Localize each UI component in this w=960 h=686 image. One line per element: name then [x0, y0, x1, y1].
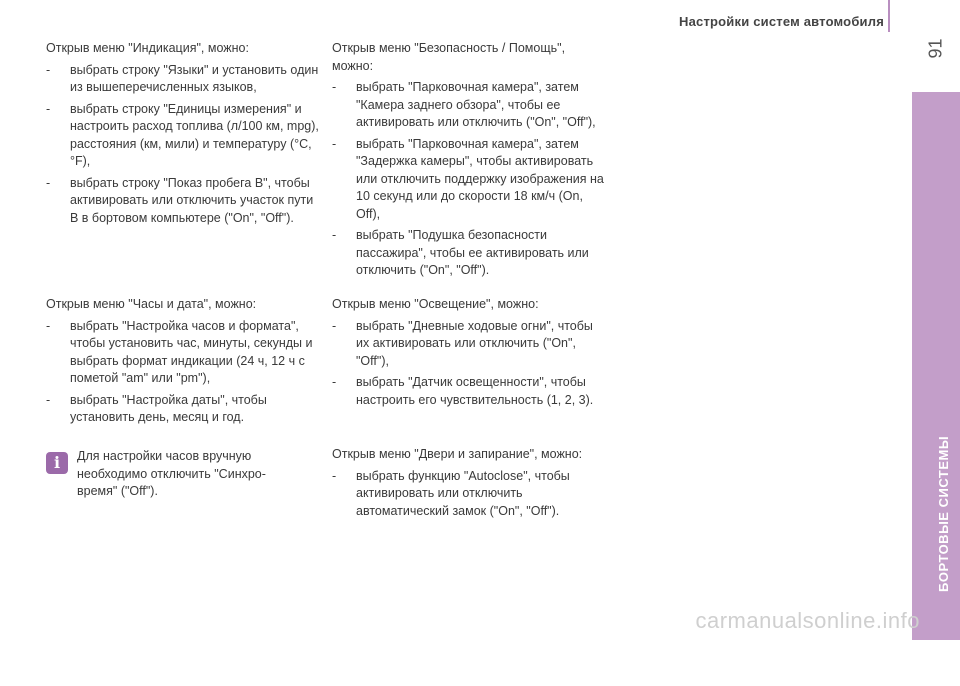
- list-item: - выбрать строку "Языки" и установить один из вышеперечисленных языков,: [46, 62, 319, 94]
- block-intro: Открыв меню "Освещение", можно:: [332, 297, 539, 311]
- list-item: - выбрать "Датчик освещенности", чтобы настроить его чувствительность (1, 2, 3).: [332, 375, 594, 407]
- right-block-doors-menu: [332, 446, 607, 524]
- chapter-number: 4: [927, 652, 945, 685]
- info-note-text: Для настройки часов вручную необходимо отключить "Синхро-время" ("Off").: [77, 449, 266, 498]
- chapter-side-tab: [912, 92, 960, 685]
- list-item: - выбрать "Дневные ходовые огни", чтобы их активировать или отключить ("On", "Off"),: [332, 318, 593, 368]
- info-note: [46, 448, 296, 501]
- header-divider: [888, 0, 890, 32]
- left-block-clock-menu: [46, 296, 321, 431]
- right-block-safety-menu: [332, 40, 607, 284]
- list-item: - выбрать "Настройка даты", чтобы установить день, месяц и год.: [46, 392, 267, 424]
- block-intro: Открыв меню "Индикация", можно:: [46, 41, 249, 55]
- page-number: 91: [925, 38, 946, 59]
- block-intro: Открыв меню "Часы и дата", можно:: [46, 297, 257, 311]
- block-intro: Открыв меню "Двери и запирание", можно:: [332, 447, 583, 461]
- list-item: - выбрать строку "Единицы измерения" и настроить расход топлива (л/100 км, mpg), расстояния (км, мили) и температуру (°C, °F),: [46, 101, 319, 168]
- page-header-title: Настройки систем автомобиля: [679, 14, 884, 29]
- list-item: - выбрать "Настройка часов и формата", чтобы установить час, минуты, секунды и выбрать формат индикации (24 ч, 12 ч с пометой "am" или "pm"),: [46, 318, 313, 385]
- list-item: - выбрать функцию "Autoclose", чтобы активировать или отключить автоматический замок ("On", "Off").: [332, 468, 570, 518]
- block-intro: Открыв меню "Безопасность / Помощь", можно:: [332, 41, 566, 73]
- list-item: - выбрать строку "Показ пробега B", чтобы активировать или отключить участок пути B в бортовом компьютере ("On", "Off").: [46, 175, 314, 225]
- left-block-display-menu: [46, 40, 321, 231]
- info-icon: i: [46, 452, 68, 474]
- list-item: - выбрать "Парковочная камера", затем "Камера заднего обзора", чтобы ее активировать или отключить ("On", "Off"),: [332, 80, 596, 129]
- right-block-lighting-menu: [332, 296, 607, 413]
- list-item: - выбрать "Парковочная камера", затем "Задержка камеры", чтобы активировать или отключить поддержку изображения на 10 секунд или до скорости 18 км/ч (On, Off),: [332, 136, 604, 221]
- list-item: - выбрать "Подушка безопасности пассажира", чтобы ее активировать или отключить ("On", "Off").: [332, 228, 589, 277]
- watermark: carmanualsonline.info: [695, 608, 920, 633]
- chapter-title: БОРТОВЫЕ СИСТЕМЫ: [936, 435, 951, 592]
